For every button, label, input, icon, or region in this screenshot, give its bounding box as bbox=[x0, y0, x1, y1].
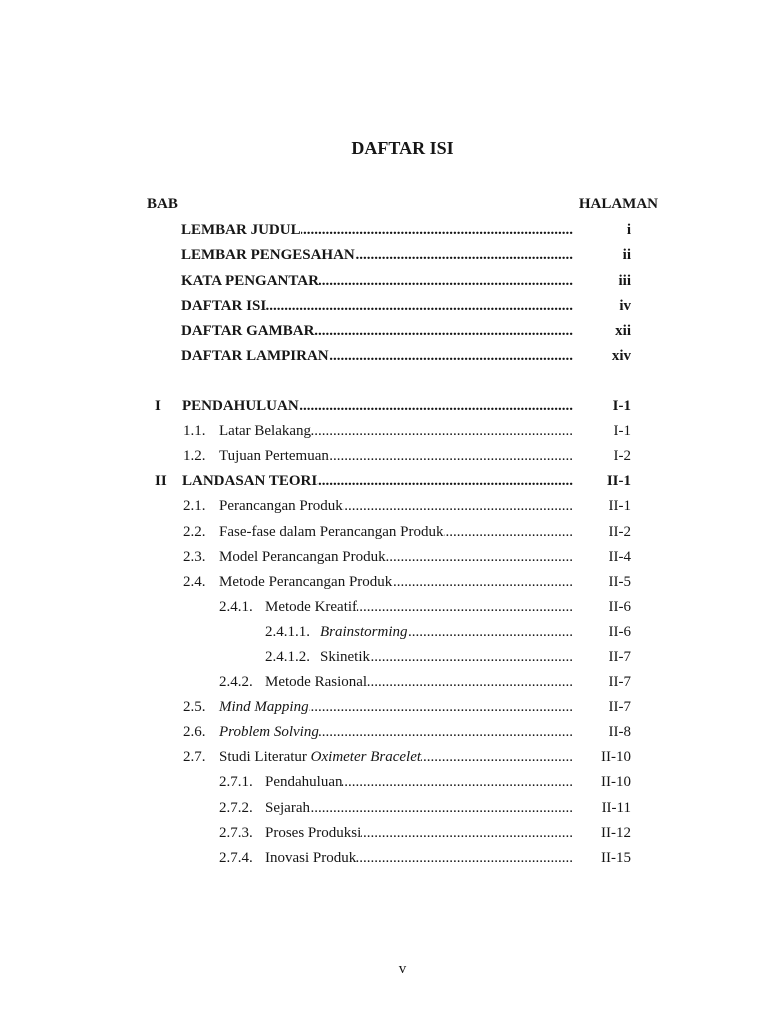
entry-title bbox=[320, 620, 408, 645]
entry-title bbox=[219, 520, 444, 545]
page-number: II-10 bbox=[601, 774, 631, 791]
toc-entry bbox=[181, 319, 573, 344]
page-number: iii bbox=[618, 272, 631, 289]
entry-title bbox=[219, 745, 421, 770]
chapter-numeral: II bbox=[155, 473, 167, 490]
title-text: Proses Produksi bbox=[265, 824, 362, 841]
toc-entry bbox=[183, 720, 573, 745]
leader-dots bbox=[444, 520, 573, 545]
title-text: PENDAHULUAN bbox=[182, 398, 299, 415]
entry-title: LEMBAR JUDUL bbox=[181, 222, 301, 239]
page-number: II-7 bbox=[608, 648, 631, 665]
toc-entry bbox=[219, 595, 573, 620]
leader-dots bbox=[314, 319, 573, 344]
title-text: LANDASAN TEORI bbox=[182, 473, 318, 490]
leader-dots bbox=[361, 821, 573, 846]
leader-dots bbox=[319, 720, 573, 745]
toc-entry bbox=[265, 620, 573, 645]
entry-title bbox=[265, 846, 356, 871]
toc-row bbox=[0, 720, 768, 745]
page-number: I-2 bbox=[613, 448, 631, 465]
leader-dots bbox=[421, 745, 573, 770]
section-number: 2.2. bbox=[183, 523, 206, 540]
page-number: II-6 bbox=[608, 598, 631, 615]
title-text: Tujuan Pertemuan bbox=[219, 448, 329, 465]
title-text: Metode Kreatif bbox=[265, 598, 358, 615]
toc-row bbox=[0, 796, 768, 821]
page-number: xii bbox=[615, 322, 631, 339]
toc-row bbox=[0, 570, 768, 595]
title-text: Sejarah bbox=[265, 799, 310, 816]
title-text: Pendahuluan bbox=[265, 774, 343, 791]
leader-dots bbox=[299, 394, 573, 419]
leader-dots bbox=[317, 469, 573, 494]
section-number: 2.7.3. bbox=[219, 824, 253, 841]
leader-dots bbox=[266, 294, 573, 319]
entry-title: KATA PENGANTAR bbox=[181, 272, 319, 289]
leader-dots bbox=[311, 419, 573, 444]
toc-row bbox=[0, 846, 768, 871]
leader-dots bbox=[408, 620, 573, 645]
entry-title bbox=[265, 770, 342, 795]
toc-entry bbox=[183, 444, 573, 469]
section-number: 2.5. bbox=[183, 699, 206, 716]
page-number: II-4 bbox=[608, 548, 631, 565]
leader-dots bbox=[301, 218, 573, 243]
toc-entry bbox=[219, 770, 573, 795]
entry-title bbox=[219, 545, 386, 570]
leader-dots bbox=[355, 243, 573, 268]
toc-entry bbox=[183, 545, 573, 570]
table-of-contents bbox=[0, 218, 768, 870]
page-number: II-1 bbox=[608, 498, 631, 515]
chapter-list bbox=[0, 394, 768, 871]
toc-entry bbox=[181, 294, 573, 319]
chapter-numeral: I bbox=[155, 398, 161, 415]
section-number: 2.4. bbox=[183, 573, 206, 590]
toc-row bbox=[0, 620, 768, 645]
page-number: ii bbox=[622, 247, 631, 264]
leader-dots bbox=[392, 570, 573, 595]
section-number: 2.1. bbox=[183, 498, 206, 515]
toc-entry bbox=[183, 419, 573, 444]
entry-title bbox=[219, 444, 329, 469]
section-number: 1.2. bbox=[183, 448, 206, 465]
entry-title bbox=[219, 570, 392, 595]
toc-row bbox=[0, 469, 768, 494]
page-number: I-1 bbox=[612, 398, 631, 415]
page-number: II-8 bbox=[608, 724, 631, 741]
toc-row bbox=[0, 695, 768, 720]
title-text: Latar Belakang bbox=[219, 423, 312, 440]
page-number: II-5 bbox=[608, 573, 631, 590]
section-number: 2.7.1. bbox=[219, 774, 253, 791]
toc-row bbox=[0, 419, 768, 444]
toc-entry bbox=[219, 846, 573, 871]
page-number: iv bbox=[619, 297, 631, 314]
toc-row bbox=[0, 595, 768, 620]
toc-row bbox=[0, 821, 768, 846]
leader-dots bbox=[386, 545, 573, 570]
toc-row bbox=[0, 394, 768, 419]
section-number: 2.4.1.1. bbox=[265, 623, 310, 640]
leader-dots bbox=[329, 444, 573, 469]
title-text: Skinetik bbox=[320, 648, 371, 665]
italic-term: Mind Mapping bbox=[219, 699, 309, 716]
section-number: 2.6. bbox=[183, 724, 206, 741]
entry-title bbox=[265, 821, 361, 846]
front-matter-list bbox=[0, 218, 768, 369]
entry-title bbox=[219, 419, 311, 444]
entry-title: DAFTAR GAMBAR bbox=[181, 322, 315, 339]
toc-row bbox=[0, 770, 768, 795]
section-number: 1.1. bbox=[183, 423, 206, 440]
toc-entry bbox=[182, 394, 573, 419]
toc-entry bbox=[183, 494, 573, 519]
leader-dots bbox=[370, 645, 573, 670]
toc-row bbox=[0, 520, 768, 545]
toc-row bbox=[0, 294, 768, 319]
entry-title bbox=[320, 645, 370, 670]
title-text: Metode Rasional bbox=[265, 674, 368, 691]
leader-dots bbox=[319, 269, 573, 294]
toc-entry bbox=[265, 645, 573, 670]
section-number: 2.7. bbox=[183, 749, 206, 766]
toc-row bbox=[0, 444, 768, 469]
leader-dots bbox=[343, 494, 573, 519]
title-text: Model Perancangan Produk bbox=[219, 548, 386, 565]
toc-row bbox=[0, 269, 768, 294]
entry-title: LEMBAR PENGESAHAN bbox=[181, 247, 355, 264]
section-number: 2.4.1.2. bbox=[265, 648, 310, 665]
toc-entry bbox=[181, 269, 573, 294]
toc-entry bbox=[183, 570, 573, 595]
entry-title bbox=[219, 494, 343, 519]
section-number: 2.4.1. bbox=[219, 598, 253, 615]
toc-entry bbox=[219, 821, 573, 846]
page-number: II-12 bbox=[601, 824, 631, 841]
toc-row bbox=[0, 745, 768, 770]
title-text: Studi Literatur bbox=[219, 749, 311, 766]
page-number: II-15 bbox=[601, 849, 631, 866]
toc-row bbox=[0, 670, 768, 695]
toc-entry bbox=[181, 218, 573, 243]
leader-dots bbox=[310, 796, 573, 821]
toc-title: DAFTAR ISI bbox=[351, 138, 454, 158]
entry-title bbox=[265, 595, 357, 620]
entry-title bbox=[265, 796, 310, 821]
entry-title bbox=[182, 394, 299, 419]
entry-title bbox=[265, 670, 367, 695]
entry-title bbox=[219, 720, 319, 745]
toc-entry bbox=[219, 796, 573, 821]
leader-dots bbox=[367, 670, 573, 695]
page-number: II-1 bbox=[606, 473, 631, 490]
page-number: II-10 bbox=[601, 749, 631, 766]
toc-row bbox=[0, 494, 768, 519]
section-number: 2.4.2. bbox=[219, 674, 253, 691]
section-number: 2.7.2. bbox=[219, 799, 253, 816]
italic-term: Problem Solving bbox=[219, 724, 319, 741]
leader-dots bbox=[309, 695, 573, 720]
leader-dots bbox=[329, 344, 573, 369]
leader-dots bbox=[342, 770, 573, 795]
leader-dots bbox=[357, 595, 573, 620]
entry-title bbox=[182, 469, 317, 494]
toc-header-row bbox=[0, 192, 768, 217]
section-number: 2.7.4. bbox=[219, 849, 253, 866]
entry-title: DAFTAR LAMPIRAN bbox=[181, 347, 329, 364]
page-number: II-7 bbox=[608, 674, 631, 691]
entry-title: DAFTAR ISI bbox=[181, 297, 267, 314]
title-text: Metode Perancangan Produk bbox=[219, 573, 393, 590]
halaman-label: HALAMAN bbox=[578, 196, 658, 213]
toc-entry bbox=[219, 670, 573, 695]
toc-entry bbox=[182, 469, 573, 494]
toc-entry bbox=[183, 520, 573, 545]
page-number: II-7 bbox=[608, 699, 631, 716]
page-number: II-2 bbox=[608, 523, 631, 540]
page-number: i bbox=[626, 222, 631, 239]
entry-title bbox=[219, 695, 309, 720]
page-number: I-1 bbox=[613, 423, 631, 440]
toc-row bbox=[0, 344, 768, 369]
bab-label: BAB bbox=[147, 196, 178, 213]
toc-entry bbox=[183, 745, 573, 770]
leader-dots bbox=[356, 846, 573, 871]
italic-term: Oximeter Bracelet bbox=[310, 749, 422, 766]
page-number: II-11 bbox=[601, 799, 631, 816]
toc-row bbox=[0, 645, 768, 670]
toc-entry bbox=[181, 344, 573, 369]
italic-term: Brainstorming bbox=[320, 623, 408, 640]
page-folio: v bbox=[398, 961, 407, 977]
section-number: 2.3. bbox=[183, 548, 206, 565]
toc-row bbox=[0, 319, 768, 344]
toc-row bbox=[0, 218, 768, 243]
toc-row bbox=[0, 545, 768, 570]
page-number: xiv bbox=[611, 347, 631, 364]
title-text: Inovasi Produk bbox=[265, 849, 357, 866]
toc-row bbox=[0, 243, 768, 268]
title-text: Fase-fase dalam Perancangan Produk bbox=[219, 523, 444, 540]
toc-entry bbox=[183, 695, 573, 720]
page-number: II-6 bbox=[608, 623, 631, 640]
toc-entry bbox=[181, 243, 573, 268]
title-text: Perancangan Produk bbox=[219, 498, 343, 515]
